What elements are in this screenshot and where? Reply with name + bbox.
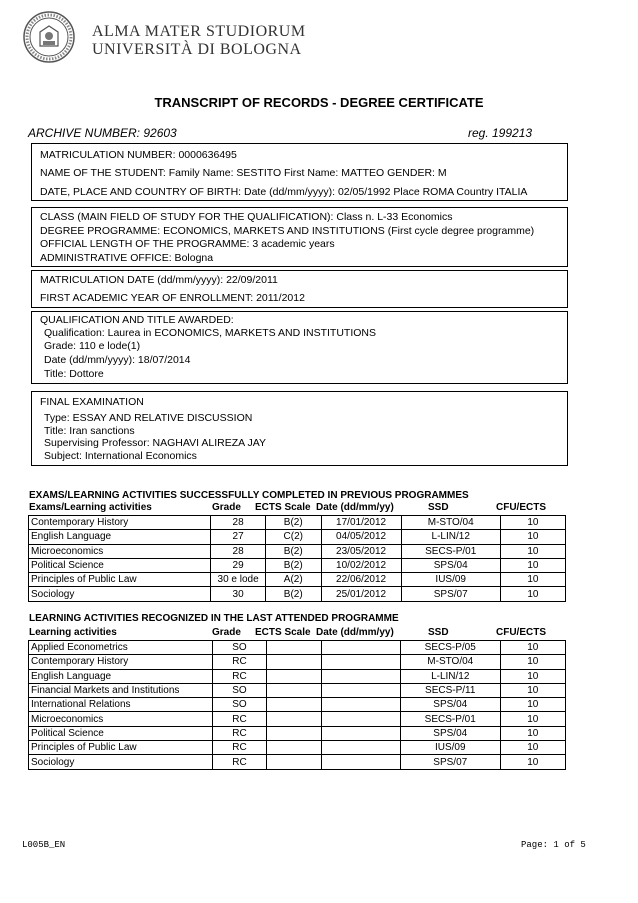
- table-cell: Applied Econometrics: [29, 641, 213, 655]
- table-cell: 10: [500, 587, 565, 601]
- table-row: [29, 655, 566, 669]
- table-row: [29, 712, 566, 726]
- table-cell: 28: [211, 544, 266, 558]
- table-cell: [322, 741, 401, 755]
- table-cell: M-STO/04: [400, 655, 500, 669]
- student-name: NAME OF THE STUDENT: Family Name: SESTITO First Name: MATTEO GENDER: M: [40, 167, 447, 179]
- table-cell: A(2): [265, 573, 321, 587]
- table-cell: 10: [500, 573, 565, 587]
- table-cell: RC: [213, 726, 267, 740]
- supervising-professor: Supervising Professor: NAGHAVI ALIREZA JAY: [44, 437, 266, 449]
- class-field: CLASS (MAIN FIELD OF STUDY FOR THE QUALIFICATION): Class n. L-33 Economics: [40, 211, 453, 223]
- table-cell: 30 e lode: [211, 573, 266, 587]
- table-cell: RC: [213, 669, 267, 683]
- table-cell: B(2): [265, 587, 321, 601]
- table-cell: International Relations: [29, 698, 213, 712]
- table-row: [29, 516, 566, 530]
- table-cell: [266, 641, 321, 655]
- table-row: [29, 641, 566, 655]
- administrative-office: ADMINISTRATIVE OFFICE: Bologna: [40, 252, 214, 264]
- table-row: [29, 683, 566, 697]
- table-cell: 10: [500, 655, 565, 669]
- table-cell: RC: [213, 655, 267, 669]
- qualification-name: Qualification: Laurea in ECONOMICS, MARKETS AND INSTITUTIONS: [44, 327, 377, 339]
- col-header-cfu: CFU/ECTS: [496, 627, 546, 638]
- table-cell: Financial Markets and Institutions: [29, 683, 213, 697]
- table-cell: 10: [500, 755, 565, 769]
- final-exam-heading: FINAL EXAMINATION: [40, 396, 144, 408]
- table-cell: SPS/04: [400, 698, 500, 712]
- table-cell: 04/05/2012: [321, 530, 401, 544]
- table-cell: [266, 698, 321, 712]
- col-header-grade: Grade: [212, 627, 241, 638]
- table-cell: SPS/07: [401, 587, 500, 601]
- table-cell: SO: [213, 698, 267, 712]
- table-row: [29, 741, 566, 755]
- table-cell: B(2): [265, 516, 321, 530]
- final-exam-box: [31, 391, 568, 466]
- table-cell: 10/02/2012: [321, 558, 401, 572]
- table-cell: [266, 669, 321, 683]
- table-cell: RC: [213, 712, 267, 726]
- table-cell: Principles of Public Law: [29, 741, 213, 755]
- programme-info-box: [31, 207, 568, 267]
- table-cell: [266, 726, 321, 740]
- degree-programme: DEGREE PROGRAMME: ECONOMICS, MARKETS AND INSTITUTIONS (First cycle degree programme): [40, 225, 535, 237]
- table-cell: IUS/09: [400, 741, 500, 755]
- registration-number: reg. 199213: [468, 126, 533, 140]
- qualification-box: [31, 311, 568, 384]
- birth-info: DATE, PLACE AND COUNTRY OF BIRTH: Date (dd/mm/yyyy): 02/05/1992 Place ROMA Country ITALIA: [40, 186, 528, 198]
- table-cell: 30: [211, 587, 266, 601]
- col-header-ssd: SSD: [428, 502, 449, 513]
- table-cell: 10: [500, 641, 565, 655]
- table-cell: Microeconomics: [29, 712, 213, 726]
- table-cell: SECS-P/01: [400, 712, 500, 726]
- matriculation-number: MATRICULATION NUMBER: 0000636495: [40, 149, 237, 161]
- table-cell: [266, 683, 321, 697]
- col-header-ects: ECTS Scale: [255, 502, 311, 513]
- col-header-activity: Exams/Learning activities: [29, 502, 152, 513]
- table-cell: SPS/04: [400, 726, 500, 740]
- table-cell: [266, 712, 321, 726]
- table-row: [29, 587, 566, 601]
- table-cell: 10: [500, 698, 565, 712]
- recognized-section-heading: LEARNING ACTIVITIES RECOGNIZED IN THE LAST ATTENDED PROGRAMME: [29, 613, 399, 624]
- table-cell: Principles of Public Law: [29, 573, 211, 587]
- student-info-box: [31, 143, 568, 201]
- table-cell: 10: [500, 558, 565, 572]
- exams-table: [28, 515, 566, 602]
- page-number: Page: 1 of 5: [521, 840, 586, 850]
- qualification-grade: Grade: 110 e lode(1): [44, 340, 141, 352]
- table-cell: [266, 655, 321, 669]
- table-row: [29, 755, 566, 769]
- matriculation-date: MATRICULATION DATE (dd/mm/yyyy): 22/09/2011: [40, 274, 278, 286]
- table-cell: 10: [500, 544, 565, 558]
- document-title: TRANSCRIPT OF RECORDS - DEGREE CERTIFICATE: [154, 95, 484, 110]
- table-cell: SECS-P/01: [401, 544, 500, 558]
- university-name-line1: ALMA MATER STUDIORUM: [92, 23, 306, 40]
- table-cell: Sociology: [29, 755, 213, 769]
- table-cell: 10: [500, 530, 565, 544]
- table-cell: Political Science: [29, 726, 213, 740]
- table-cell: SO: [213, 683, 267, 697]
- table-cell: [322, 698, 401, 712]
- table-cell: 23/05/2012: [321, 544, 401, 558]
- table-cell: Contemporary History: [29, 655, 213, 669]
- table-cell: IUS/09: [401, 573, 500, 587]
- programme-length: OFFICIAL LENGTH OF THE PROGRAMME: 3 academic years: [40, 238, 335, 250]
- table-cell: SPS/04: [401, 558, 500, 572]
- document-code: L005B_EN: [22, 840, 66, 850]
- recognized-table: [28, 640, 566, 770]
- col-header-activity: Learning activities: [29, 627, 117, 638]
- table-cell: SECS-P/05: [400, 641, 500, 655]
- table-cell: 29: [211, 558, 266, 572]
- table-cell: [266, 741, 321, 755]
- table-cell: 25/01/2012: [321, 587, 401, 601]
- exams-section-heading: EXAMS/LEARNING ACTIVITIES SUCCESSFULLY COMPLETED IN PREVIOUS PROGRAMMES: [29, 490, 469, 501]
- table-cell: RC: [213, 741, 267, 755]
- col-header-grade: Grade: [212, 502, 241, 513]
- table-cell: SO: [213, 641, 267, 655]
- table-cell: [322, 641, 401, 655]
- first-enrollment-year: FIRST ACADEMIC YEAR OF ENROLLMENT: 2011/2012: [40, 292, 305, 304]
- table-row: [29, 573, 566, 587]
- table-cell: [322, 683, 401, 697]
- col-header-ssd: SSD: [428, 627, 449, 638]
- table-cell: [322, 755, 401, 769]
- col-header-date: Date (dd/mm/yy): [316, 627, 394, 638]
- table-cell: 10: [500, 712, 565, 726]
- university-name-line2: UNIVERSITÀ DI BOLOGNA: [92, 41, 302, 58]
- table-cell: SECS-P/11: [400, 683, 500, 697]
- final-exam-title: Title: Iran sanctions: [44, 425, 135, 437]
- table-cell: RC: [213, 755, 267, 769]
- col-header-date: Date (dd/mm/yy): [316, 502, 394, 513]
- table-cell: 10: [500, 726, 565, 740]
- table-cell: 10: [500, 741, 565, 755]
- table-cell: 27: [211, 530, 266, 544]
- table-cell: Sociology: [29, 587, 211, 601]
- table-cell: L-LIN/12: [401, 530, 500, 544]
- table-cell: 17/01/2012: [321, 516, 401, 530]
- table-cell: C(2): [265, 530, 321, 544]
- col-header-cfu: CFU/ECTS: [496, 502, 546, 513]
- table-cell: 28: [211, 516, 266, 530]
- qualification-heading: QUALIFICATION AND TITLE AWARDED:: [40, 314, 234, 326]
- table-row: [29, 726, 566, 740]
- table-cell: 10: [500, 683, 565, 697]
- table-cell: Microeconomics: [29, 544, 211, 558]
- table-cell: L-LIN/12: [400, 669, 500, 683]
- table-cell: [322, 712, 401, 726]
- table-cell: English Language: [29, 669, 213, 683]
- table-cell: Political Science: [29, 558, 211, 572]
- table-cell: [322, 726, 401, 740]
- table-cell: [322, 669, 401, 683]
- table-cell: 22/06/2012: [321, 573, 401, 587]
- university-seal-logo: [22, 10, 76, 64]
- enrollment-info-box: [31, 270, 568, 308]
- final-exam-subject: Subject: International Economics: [44, 450, 197, 462]
- table-cell: 10: [500, 669, 565, 683]
- table-row: [29, 544, 566, 558]
- table-row: [29, 698, 566, 712]
- archive-number: ARCHIVE NUMBER: 92603: [28, 126, 177, 140]
- qualification-date: Date (dd/mm/yyyy): 18/07/2014: [44, 354, 191, 366]
- qualification-title: Title: Dottore: [44, 368, 104, 380]
- table-cell: SPS/07: [400, 755, 500, 769]
- table-row: [29, 558, 566, 572]
- table-row: [29, 669, 566, 683]
- table-cell: 10: [500, 516, 565, 530]
- table-cell: Contemporary History: [29, 516, 211, 530]
- table-cell: B(2): [265, 544, 321, 558]
- final-exam-type: Type: ESSAY AND RELATIVE DISCUSSION: [44, 412, 253, 424]
- table-cell: B(2): [265, 558, 321, 572]
- table-cell: [266, 755, 321, 769]
- col-header-ects: ECTS Scale: [255, 627, 311, 638]
- table-row: [29, 530, 566, 544]
- table-cell: M-STO/04: [401, 516, 500, 530]
- table-cell: [322, 655, 401, 669]
- table-cell: English Language: [29, 530, 211, 544]
